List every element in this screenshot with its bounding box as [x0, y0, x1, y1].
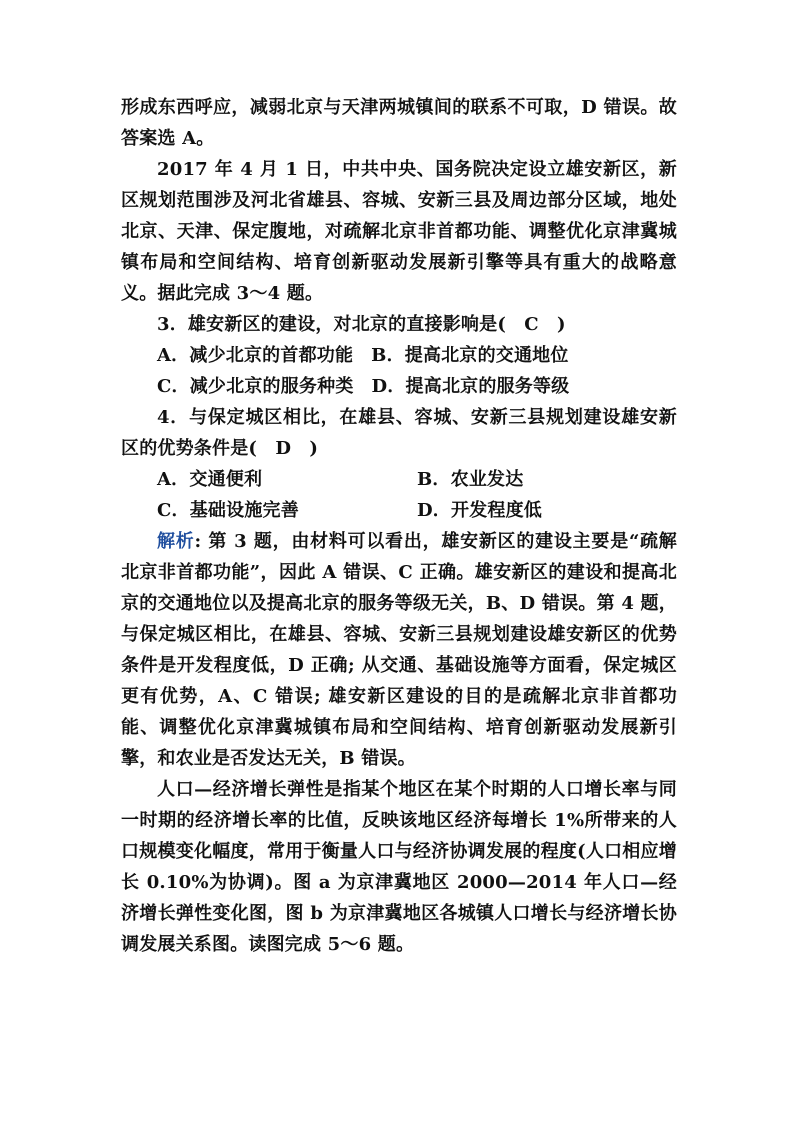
- passage-xiongan: 2017 年 4 月 1 日，中共中央、国务院决定设立雄安新区，新区规划范围涉及河北省雄县、容城、安新三县及周边部分区域，地处北京、天津、保定腹地，对疏解北京非首都功能、调整优化京津冀城镇布局和空间结构、培育创新驱动发展新引擎等具有重大的战略意义。据此完成 3～4 题。: [121, 159, 677, 304]
- question-4-option-b: B．农业发达: [417, 469, 524, 490]
- question-4-options-ab: [121, 464, 677, 495]
- question-3-stem: 3．雄安新区的建设，对北京的直接影响是( C ): [157, 314, 566, 335]
- question-3-option-d: D．提高北京的服务等级: [371, 376, 570, 397]
- question-4-option-a: A．交通便利: [157, 469, 263, 490]
- question-4-options-cd: [121, 495, 677, 526]
- carry-over-paragraph: 形成东西呼应，减弱北京与天津两城镇间的联系不可取，D 错误。故答案选 A。: [121, 97, 677, 149]
- question-3-option-b: B．提高北京的交通地位: [371, 345, 569, 366]
- question-4-option-c: C．基础设施完善: [157, 500, 299, 521]
- question-3-options-cd: [121, 371, 677, 402]
- question-3-option-c: C．减少北京的服务种类: [157, 376, 354, 397]
- analysis-paragraph: [121, 526, 677, 774]
- question-4-option-d: D．开发程度低: [417, 500, 543, 521]
- question-4-stem: 4．与保定城区相比，在雄县、容城、安新三县规划建设雄安新区的优势条件是( D ): [121, 407, 677, 459]
- analysis-label: 解析: [157, 531, 195, 552]
- page-content: [121, 92, 677, 960]
- question-3-options-ab: [121, 340, 677, 371]
- question-4: [121, 402, 677, 526]
- question-3: [121, 309, 677, 402]
- question-3-option-a: A．减少北京的首都功能: [157, 345, 354, 366]
- passage-elasticity: 人口—经济增长弹性是指某个地区在某个时期的人口增长率与同一时期的经济增长率的比值，反映该地区经济每增长 1%所带来的人口规模变化幅度，常用于衡量人口与经济协调发展的程度(人口相应增长 0.10%为协调)。图 a 为京津冀地区 2000—2014 年人口—经济增长弹性变化图，图 b 为京津冀地区各城镇人口增长与经济增长协调发展关系图。读图完成 5～6 题。: [121, 779, 677, 955]
- analysis-text: : 第 3 题，由材料可以看出，雄安新区的建设主要是“疏解北京非首都功能”，因此 A 错误、C 正确。雄安新区的建设和提高北京的交通地位以及提高北京的服务等级无关，B、D 错误。第 4 题，与保定城区相比，在雄县、容城、安新三县规划建设雄安新区的优势条件是开发程度低，D 正确; 从交通、基础设施等方面看，保定城区更有优势，A、C 错误; 雄安新区建设的目的是疏解北京非首都功能、调整优化京津冀城镇布局和空间结构、培育创新驱动发展新引擎，和农业是否发达无关，B 错误。: [121, 531, 677, 769]
